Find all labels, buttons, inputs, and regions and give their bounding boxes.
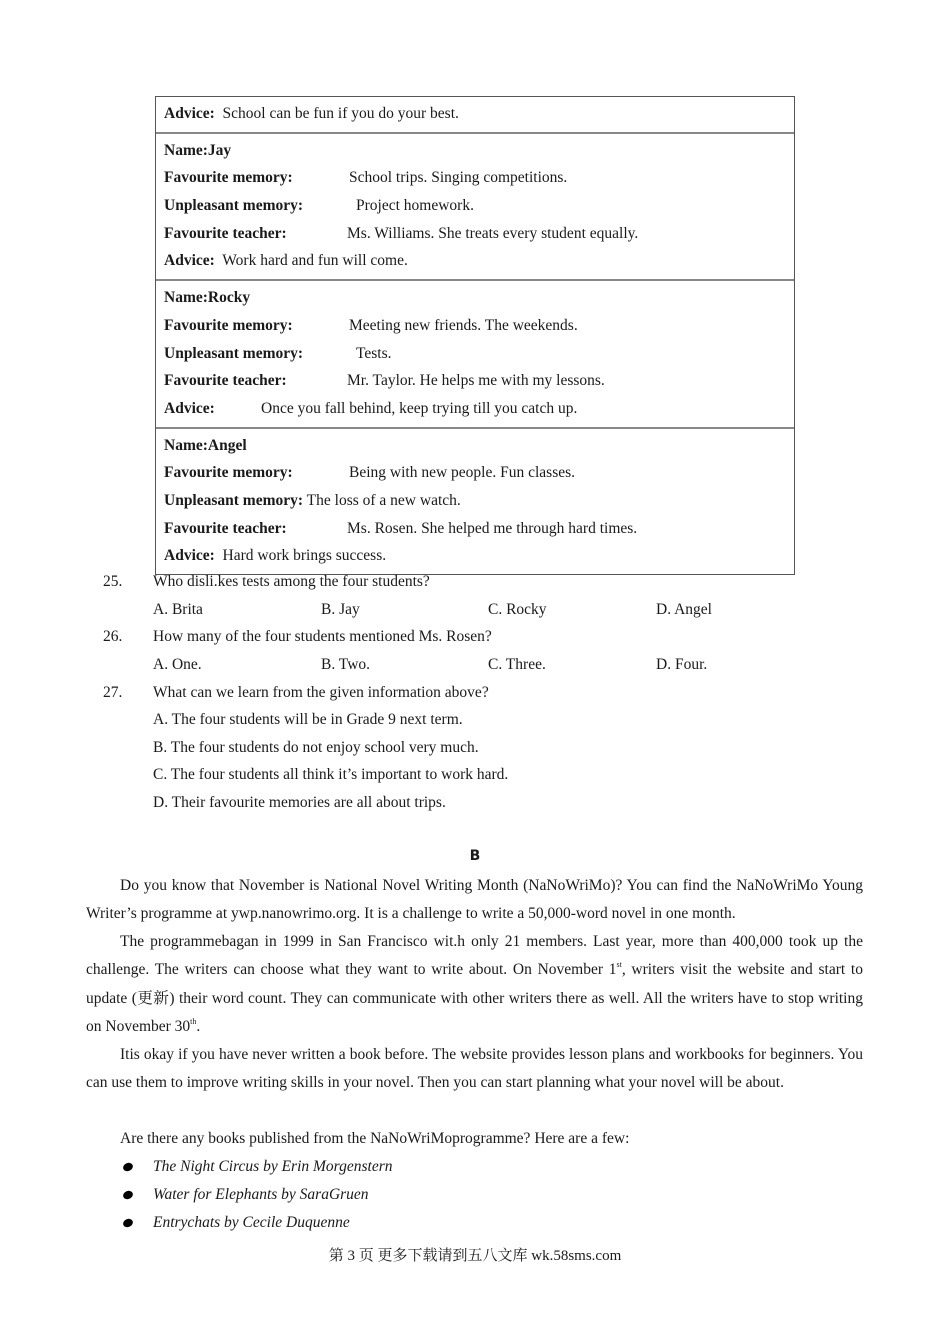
question-number: 26. <box>103 628 123 645</box>
paragraph-2 <box>86 928 863 1041</box>
favourite-teacher-label: Favourite teacher: <box>164 224 287 242</box>
q27-option-c[interactable]: C. The four students all think it’s important to work hard. <box>153 766 509 783</box>
advice-value: Once you fall behind, keep trying till you catch up. <box>261 399 578 417</box>
q25-option-d[interactable]: D. Angel <box>656 601 712 618</box>
favourite-teacher-label: Favourite teacher: <box>164 519 287 537</box>
advice-label: Advice: <box>164 399 215 417</box>
student-name: Angel <box>207 436 247 454</box>
unpleasant-memory-label: Unpleasant memory: <box>164 344 304 362</box>
favourite-memory-label: Favourite memory: <box>164 169 293 187</box>
paragraph-3: Itis okay if you have never written a book before. The website provides lesson plans and workbooks for beginners. You can use them to improve writing skills in your novel. Then you can start planning what your novel will be about. <box>86 1046 863 1092</box>
favourite-memory-row <box>164 164 786 192</box>
book-title: The Night Circus by Erin Morgenstern <box>153 1158 393 1175</box>
q26-option-c[interactable]: C. Three. <box>488 656 546 673</box>
paragraph-2-text: The programmebagan in 1999 in San Francisco wit.h only 21 members. Last year, more than 400,000 took up the challenge. The writers can choose what they want to write about. On November 1 <box>86 933 863 979</box>
bullet-icon <box>122 1189 134 1200</box>
advice-value: Hard work brings success. <box>222 547 387 565</box>
advice-value: Work hard and fun will come. <box>222 252 408 270</box>
q25-option-a[interactable]: A. Brita <box>153 601 203 618</box>
unpleasant-memory-value: Tests. <box>356 344 392 362</box>
paragraph-1: Do you know that November is National Novel Writing Month (NaNoWriMo)? You can find the NaNoWriMo Young Writer’s programme at ywp.nanowrimo.org. It is a challenge to write a 50,000-word novel in one month. <box>86 877 863 923</box>
favourite-teacher-label: Favourite teacher: <box>164 372 287 390</box>
favourite-memory-label: Favourite memory: <box>164 464 293 482</box>
q25-option-c[interactable]: C. Rocky <box>488 601 547 618</box>
paragraph-2-text: . <box>196 1017 201 1035</box>
favourite-memory-row <box>164 312 786 340</box>
favourite-teacher-row <box>164 367 786 395</box>
favourite-memory-value: School trips. Singing competitions. <box>349 169 568 187</box>
name-label: Name: <box>164 436 208 454</box>
q26-option-d[interactable]: D. Four. <box>656 656 708 673</box>
advice-value: School can be fun if you do your best. <box>222 105 459 122</box>
advice-row <box>164 247 786 275</box>
unpleasant-memory-label: Unpleasant memory: <box>164 491 304 509</box>
bullet-icon <box>122 1161 134 1172</box>
profile-rocky <box>156 279 794 426</box>
student-profiles-table <box>155 96 795 575</box>
unpleasant-memory-label: Unpleasant memory: <box>164 197 304 215</box>
q25-option-b[interactable]: B. Jay <box>321 601 360 618</box>
q27-option-d[interactable]: D. Their favourite memories are all about trips. <box>153 794 446 811</box>
name-label: Name: <box>164 289 208 307</box>
bullet-icon <box>122 1217 134 1228</box>
advice-row <box>164 542 786 570</box>
favourite-memory-row <box>164 459 786 487</box>
paragraph-2-text: , writers visit the website and start to update (更新) their word count. They can communicate with other writers there as well. All the writers have to stop writing on November 30 <box>86 961 863 1035</box>
unpleasant-memory-row <box>164 340 786 368</box>
question-text: How many of the four students mentioned Ms. Rosen? <box>153 628 492 645</box>
favourite-teacher-value: Ms. Rosen. She helped me through hard times. <box>347 519 638 537</box>
favourite-teacher-value: Mr. Taylor. He helps me with my lessons. <box>347 372 605 390</box>
q27-option-a[interactable]: A. The four students will be in Grade 9 next term. <box>153 711 463 728</box>
profile-brita-advice <box>156 97 794 132</box>
favourite-memory-value: Meeting new friends. The weekends. <box>349 316 578 334</box>
q26-option-a[interactable]: A. One. <box>153 656 202 673</box>
book-title: Entrychats by Cecile Duquenne <box>153 1214 350 1231</box>
student-name: Jay <box>207 141 232 159</box>
book-title: Water for Elephants by SaraGruen <box>153 1186 369 1203</box>
unpleasant-memory-row <box>164 192 786 220</box>
advice-label: Advice: <box>164 105 215 122</box>
advice-row <box>164 395 786 423</box>
profile-angel <box>156 427 794 574</box>
section-title: B <box>469 848 481 864</box>
name-label: Name: <box>164 141 208 159</box>
name-row <box>164 284 786 312</box>
page-footer: 第 3 页 更多下载请到五八文库 wk.58sms.com <box>328 1248 622 1264</box>
profile-jay <box>156 132 794 279</box>
name-row <box>164 432 786 460</box>
advice-row <box>164 100 786 128</box>
favourite-teacher-row <box>164 220 786 248</box>
superscript-th: th <box>190 1016 197 1026</box>
favourite-teacher-row <box>164 515 786 543</box>
question-number: 25. <box>103 573 123 590</box>
name-row <box>164 137 786 165</box>
question-text: What can we learn from the given information above? <box>153 684 489 701</box>
q27-option-b[interactable]: B. The four students do not enjoy school very much. <box>153 739 479 756</box>
question-text: Who disli.kes tests among the four students? <box>153 573 430 590</box>
advice-label: Advice: <box>164 547 215 565</box>
favourite-teacher-value: Ms. Williams. She treats every student equally. <box>347 224 639 242</box>
favourite-memory-label: Favourite memory: <box>164 316 293 334</box>
unpleasant-memory-value: Project homework. <box>356 197 474 215</box>
unpleasant-memory-row <box>164 487 786 515</box>
unpleasant-memory-value: The loss of a new watch. <box>306 491 461 509</box>
q26-option-b[interactable]: B. Two. <box>321 656 371 673</box>
advice-label: Advice: <box>164 252 215 270</box>
superscript-st: st <box>616 960 622 970</box>
paragraph-4: Are there any books published from the NaNoWriMoprogramme? Here are a few: <box>120 1130 630 1147</box>
student-name: Rocky <box>207 289 251 307</box>
favourite-memory-value: Being with new people. Fun classes. <box>349 464 576 482</box>
question-number: 27. <box>103 684 123 701</box>
